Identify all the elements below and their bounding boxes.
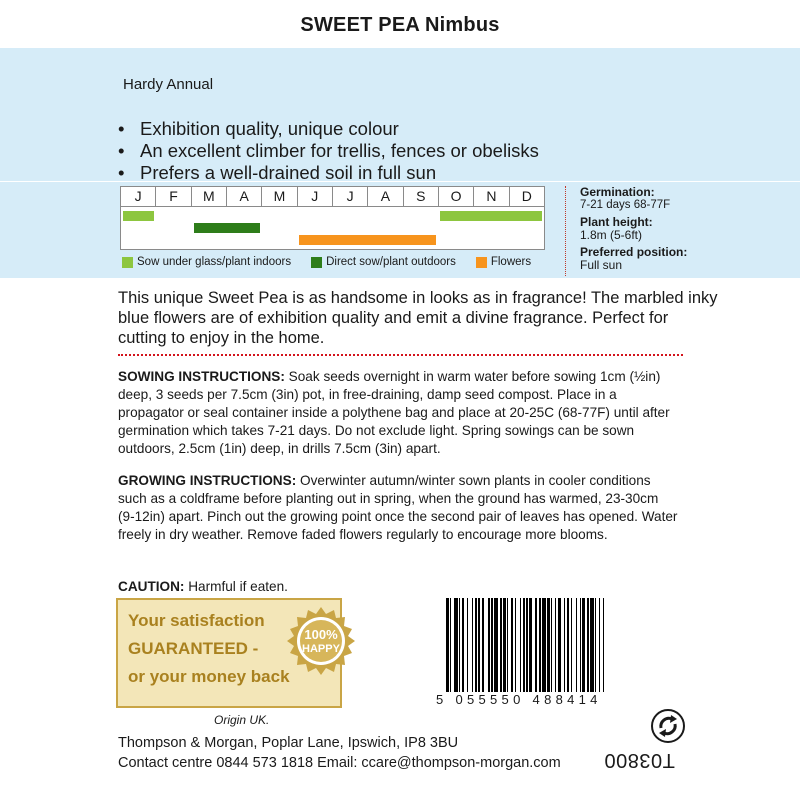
bullet-icon: •: [118, 118, 125, 139]
caution-text: Harmful if eaten.: [184, 579, 288, 594]
legend-swatch: [311, 257, 322, 268]
recycle-icon: [650, 708, 686, 744]
calendar-month: O: [439, 187, 474, 206]
sowing-calendar: [120, 186, 545, 250]
barcode-bars: [446, 598, 646, 692]
calendar-month: A: [368, 187, 403, 206]
guarantee-line-2: GUARANTEED -: [128, 639, 259, 658]
seal-happy: HAPPY: [302, 643, 340, 655]
calendar-month: F: [156, 187, 191, 206]
description: This unique Sweet Pea is as handsome in looks as in fragrance! The marbled inky blue flowers are of exhibition quality and emit a divine fragrance. Perfect for cutting to enjoy in the home.: [118, 289, 718, 347]
barcode-number: 5 055550 488414: [436, 692, 602, 707]
growing-text: Overwinter autumn/winter sown plants in cooler conditions such as a coldframe before planting out in spring, when the ground has warmed, 23-30cm (9-12in) apart. Pinch out the growing point once the second pair of leaves has opened. Water freely in dry weather. Remove faded flowers regularly to encourage more blooms.: [118, 473, 678, 542]
calendar-month: M: [262, 187, 297, 206]
happy-seal-icon: [286, 606, 356, 676]
calendar-month: A: [227, 187, 262, 206]
product-code: T03800: [604, 749, 675, 771]
growing-heading: GROWING INSTRUCTIONS:: [118, 473, 297, 488]
calendar-month: S: [404, 187, 439, 206]
packet-title: SWEET PEA Nimbus: [300, 14, 500, 36]
calendar-legend: [122, 256, 551, 268]
sowing-text: Soak seeds overnight in warm water before sowing 1cm (½in) deep, 3 seeds per 7.5cm (3in) pot, in free-draining, damp seed compost. Place in a propagator or seal container inside a polythene bag and place at 20-25C (68-77F) until after germination which takes 7-21 days. Do not exclude light. Spring sowings can be sown outdoors, 2.5cm (1in) deep, in drills 7.5cm (3in) apart.: [118, 369, 670, 456]
legend-item: [122, 256, 291, 268]
germination-value: 7-21 days 68-77F: [580, 199, 671, 211]
legend-item: [476, 256, 531, 268]
legend-swatch: [476, 257, 487, 268]
calendar-month: J: [298, 187, 333, 206]
position-value: Full sun: [580, 258, 623, 272]
contact-line: Contact centre 0844 573 1818 Email: ccare@thompson-morgan.com: [118, 755, 561, 771]
legend-label: Flowers: [490, 256, 532, 268]
company-address: [118, 733, 561, 773]
calendar-month: J: [121, 187, 156, 206]
height-value: 1.8m (5-6ft): [580, 228, 643, 242]
calendar-bar-sow-indoors: [440, 211, 542, 221]
legend-label: Sow under glass/plant indoors: [137, 256, 292, 268]
guarantee-line-3: or your money back: [128, 667, 290, 686]
dotted-divider: [118, 354, 683, 356]
feature-item: • An excellent climber for trellis, fences or obelisks: [118, 140, 539, 161]
legend-item: [311, 256, 456, 268]
seal-percent: 100%: [304, 627, 338, 642]
feature-item: • Prefers a well-drained soil in full sun: [118, 162, 437, 183]
calendar-bar-sow-indoors: [123, 211, 154, 221]
legend-swatch: [122, 257, 133, 268]
position-label: Preferred position:: [580, 245, 688, 259]
sowing-instructions: [118, 368, 678, 458]
calendar-bar-flowers: [299, 235, 436, 245]
bullet-icon: •: [118, 162, 125, 183]
guarantee-line-1: Your satisfaction: [128, 611, 265, 630]
calendar-bar-direct-sow: [194, 223, 261, 233]
calendar-month: N: [474, 187, 509, 206]
calendar-month: M: [192, 187, 227, 206]
growing-instructions: [118, 472, 678, 544]
bullet-icon: •: [118, 140, 125, 161]
feature-item: • Exhibition quality, unique colour: [118, 118, 399, 139]
calendar-months: [121, 187, 544, 207]
address-line: Thompson & Morgan, Poplar Lane, Ipswich, IP8 3BU: [118, 735, 459, 751]
calendar-month: D: [521, 188, 532, 204]
caution-heading: CAUTION:: [118, 579, 185, 594]
origin: Origin UK.: [214, 713, 270, 727]
height-label: Plant height:: [580, 215, 653, 229]
legend-label: Direct sow/plant outdoors: [326, 256, 456, 268]
feature-list: [118, 118, 539, 184]
calendar-month: J: [333, 187, 368, 206]
growing-info: [565, 186, 745, 276]
sowing-heading: SOWING INSTRUCTIONS:: [118, 369, 285, 384]
barcode: [446, 598, 648, 702]
germination-label: Germination:: [580, 185, 655, 199]
plant-type: Hardy Annual: [123, 76, 214, 93]
caution-note: [118, 578, 678, 596]
